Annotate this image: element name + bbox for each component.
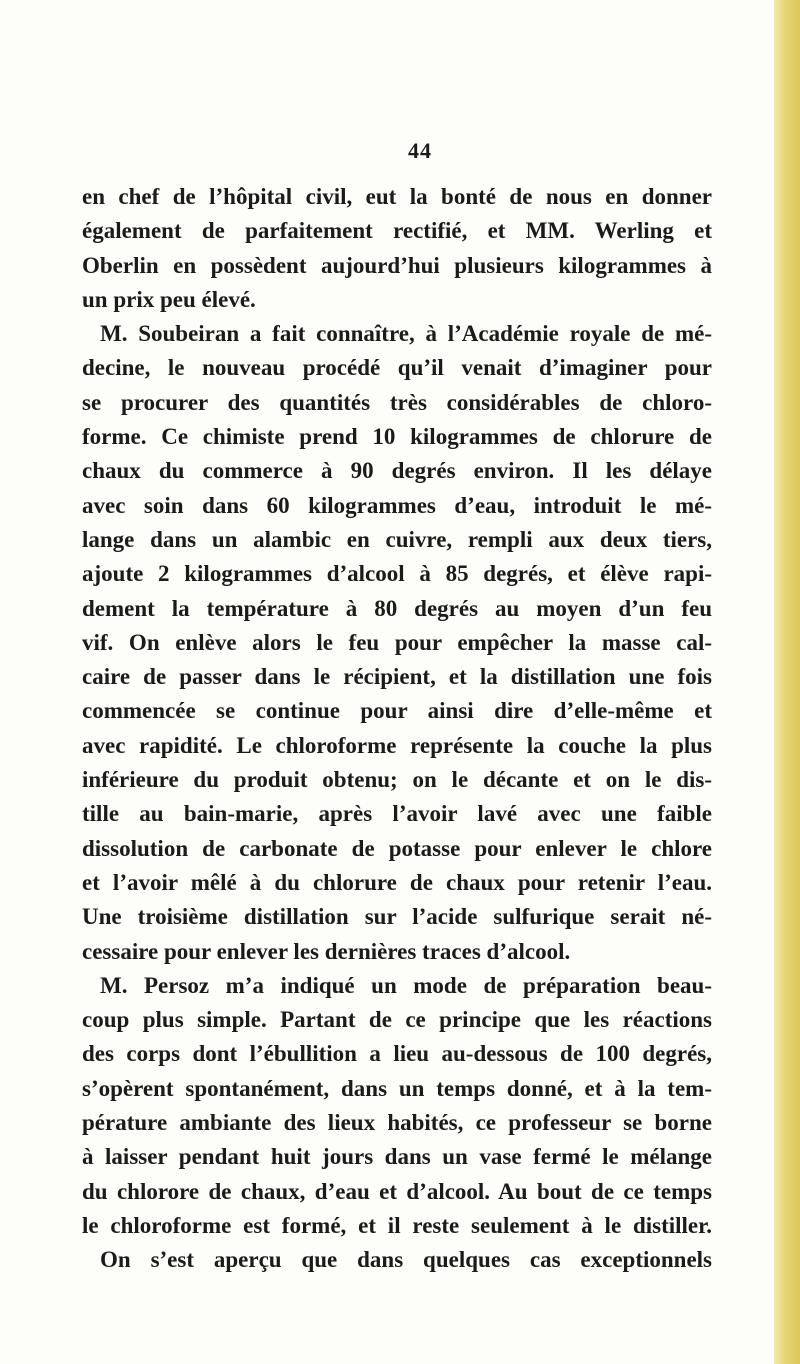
text-line: Oberlin en possèdent aujourd’hui plusieurs kilogrammes à (82, 252, 712, 278)
text-line: inférieure du produit obtenu; on le décante et on le dis- (82, 767, 712, 793)
text-line: s’opèrent spontanément, dans un temps donné, et à la tem- (82, 1075, 712, 1101)
text-line: M. Soubeiran a fait connaître, à l’Académie royale de mé- (100, 321, 712, 347)
text-line: un prix peu élevé. (82, 286, 256, 312)
text-line: dement la température à 80 degrés au moyen d’un feu (82, 595, 712, 621)
text-line: dissolution de carbonate de potasse pour enlever le chlore (82, 835, 712, 861)
text-line: caire de passer dans le récipient, et la distillation une fois (82, 664, 712, 690)
text-line: M. Persoz m’a indiqué un mode de préparation beau- (100, 972, 712, 998)
text-line: commencée se continue pour ainsi dire d’elle-même et (82, 698, 712, 724)
text-line: pérature ambiante des lieux habités, ce professeur se borne (82, 1110, 712, 1136)
text-line: cessaire pour enlever les dernières traces d’alcool. (82, 938, 571, 964)
text-line: avec soin dans 60 kilogrammes d’eau, introduit le mé- (82, 492, 712, 518)
text-line: également de parfaitement rectifié, et MM. Werling et (82, 218, 712, 244)
text-line: et l’avoir mêlé à du chlorure de chaux pour retenir l’eau. (82, 869, 712, 895)
text-line: en chef de l’hôpital civil, eut la bonté de nous en donner (82, 184, 712, 209)
text-line: des corps dont l’ébullition a lieu au-dessous de 100 degrés, (82, 1041, 712, 1067)
text-line: tille au bain-marie, après l’avoir lavé avec une faible (82, 801, 712, 827)
text-line: decine, le nouveau procédé qu’il venait d’imaginer pour (82, 355, 712, 381)
text-line: à laisser pendant huit jours dans un vase fermé le mélange (82, 1144, 712, 1170)
page-number: 44 (408, 138, 432, 163)
text-line: le chloroforme est formé, et il reste seulement à le distiller. (82, 1212, 712, 1238)
text-line: Une troisième distillation sur l’acide sulfurique serait né- (82, 904, 712, 930)
page-edge (774, 0, 800, 1364)
text-line: du chlorore de chaux, d’eau et d’alcool. Au bout de ce temps (82, 1178, 712, 1204)
text-line: vif. On enlève alors le feu pour empêcher la masse cal- (82, 629, 712, 655)
text-line: ajoute 2 kilogrammes d’alcool à 85 degrés, et élève rapi- (82, 561, 712, 587)
text-line: se procurer des quantités très considérables de chloro- (82, 389, 712, 415)
body-text (82, 180, 712, 1278)
text-line: lange dans un alambic en cuivre, rempli aux deux tiers, (82, 526, 712, 552)
text-line: chaux du commerce à 90 degrés environ. Il les délaye (82, 458, 712, 484)
text-line: On s’est aperçu que dans quelques cas exceptionnels (100, 1247, 712, 1273)
text-line: avec rapidité. Le chloroforme représente la couche la plus (82, 732, 712, 758)
text-line: coup plus simple. Partant de ce principe que les réactions (82, 1007, 712, 1033)
text-line: forme. Ce chimiste prend 10 kilogrammes de chlorure de (82, 424, 712, 450)
